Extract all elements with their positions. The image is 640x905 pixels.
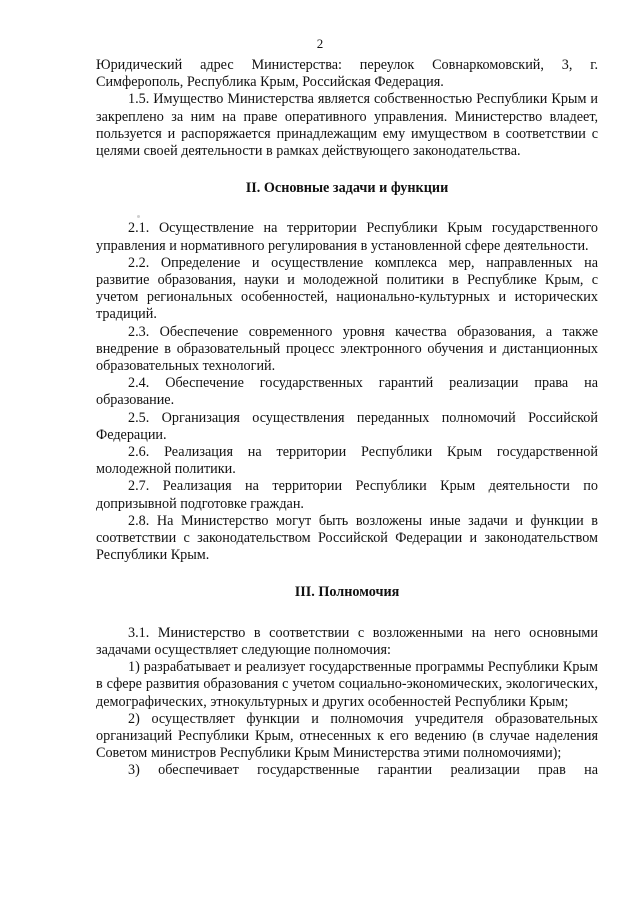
paragraph-1-5: 1.5. Имущество Министерства является собственностью Республики Крым и закреплено за ним на праве оперативного управления. Министерство владеет, пользуется и распоряжается принадлежащим ему имуществом в соответствии с целями своей деятельности в рамках действующего законодательства. — [96, 91, 598, 160]
section-3-heading: III. Полномочия — [294, 584, 400, 601]
document-body — [96, 57, 598, 780]
legal-address-paragraph: Юридический адрес Министерства: переулок Совнаркомовский, 3, г. Симферополь, Республика Крым, Российская Федерация. — [96, 57, 598, 91]
clause-2-6: 2.6. Реализация на территории Республики Крым государственной молодежной политики. — [96, 444, 598, 478]
clause-2-2: 2.2. Определение и осуществление комплекса мер, направленных на развитие образования, науки и молодежной политики в Республике Крым, с учетом региональных особенностей, национально-культурных и исторических традиций. — [96, 254, 598, 323]
clause-2-5: 2.5. Организация осуществления переданных полномочий Российской Федерации. — [96, 409, 598, 443]
clause-2-1: 2.1. Осуществление на территории Республики Крым государственного управления и нормативного регулирования в установленной сфере деятельности. — [96, 220, 598, 254]
power-item-1: 1) разрабатывает и реализует государственные программы Республики Крым в сфере развития образования с учетом социально-экономических, экологических, демографических, этнокультурных и других особенностей Республики Крым; — [96, 659, 598, 710]
power-item-3: 3) обеспечивает государственные гарантии реализации прав на — [128, 762, 598, 779]
clause-2-3: 2.3. Обеспечение современного уровня качества образования, а также внедрение в образовательный процесс электронного обучения и дистанционных образовательных технологий. — [96, 323, 598, 375]
clause-3-1: 3.1. Министерство в соответствии с возложенными на него основными задачами осуществляет следующие полномочия: — [96, 624, 598, 658]
section-2-heading: II. Основные задачи и функции — [245, 180, 449, 197]
clause-2-7: 2.7. Реализация на территории Республики Крым деятельности по допризывной подготовке граждан. — [96, 478, 598, 512]
clause-2-8: 2.8. На Министерство могут быть возложены иные задачи и функции в соответствии с законодательством Российской Федерации и законодательством Республики Крым. — [96, 512, 598, 564]
power-item-2: 2) осуществляет функции и полномочия учредителя образовательных организаций Республики Крым, отнесенных к его ведению (в случае наделения Советом министров Республики Крым Министерства этими полномочиями); — [96, 710, 598, 762]
page-number: 2 — [316, 36, 324, 51]
clause-2-4: 2.4. Обеспечение государственных гарантий реализации права на образование. — [96, 375, 598, 409]
